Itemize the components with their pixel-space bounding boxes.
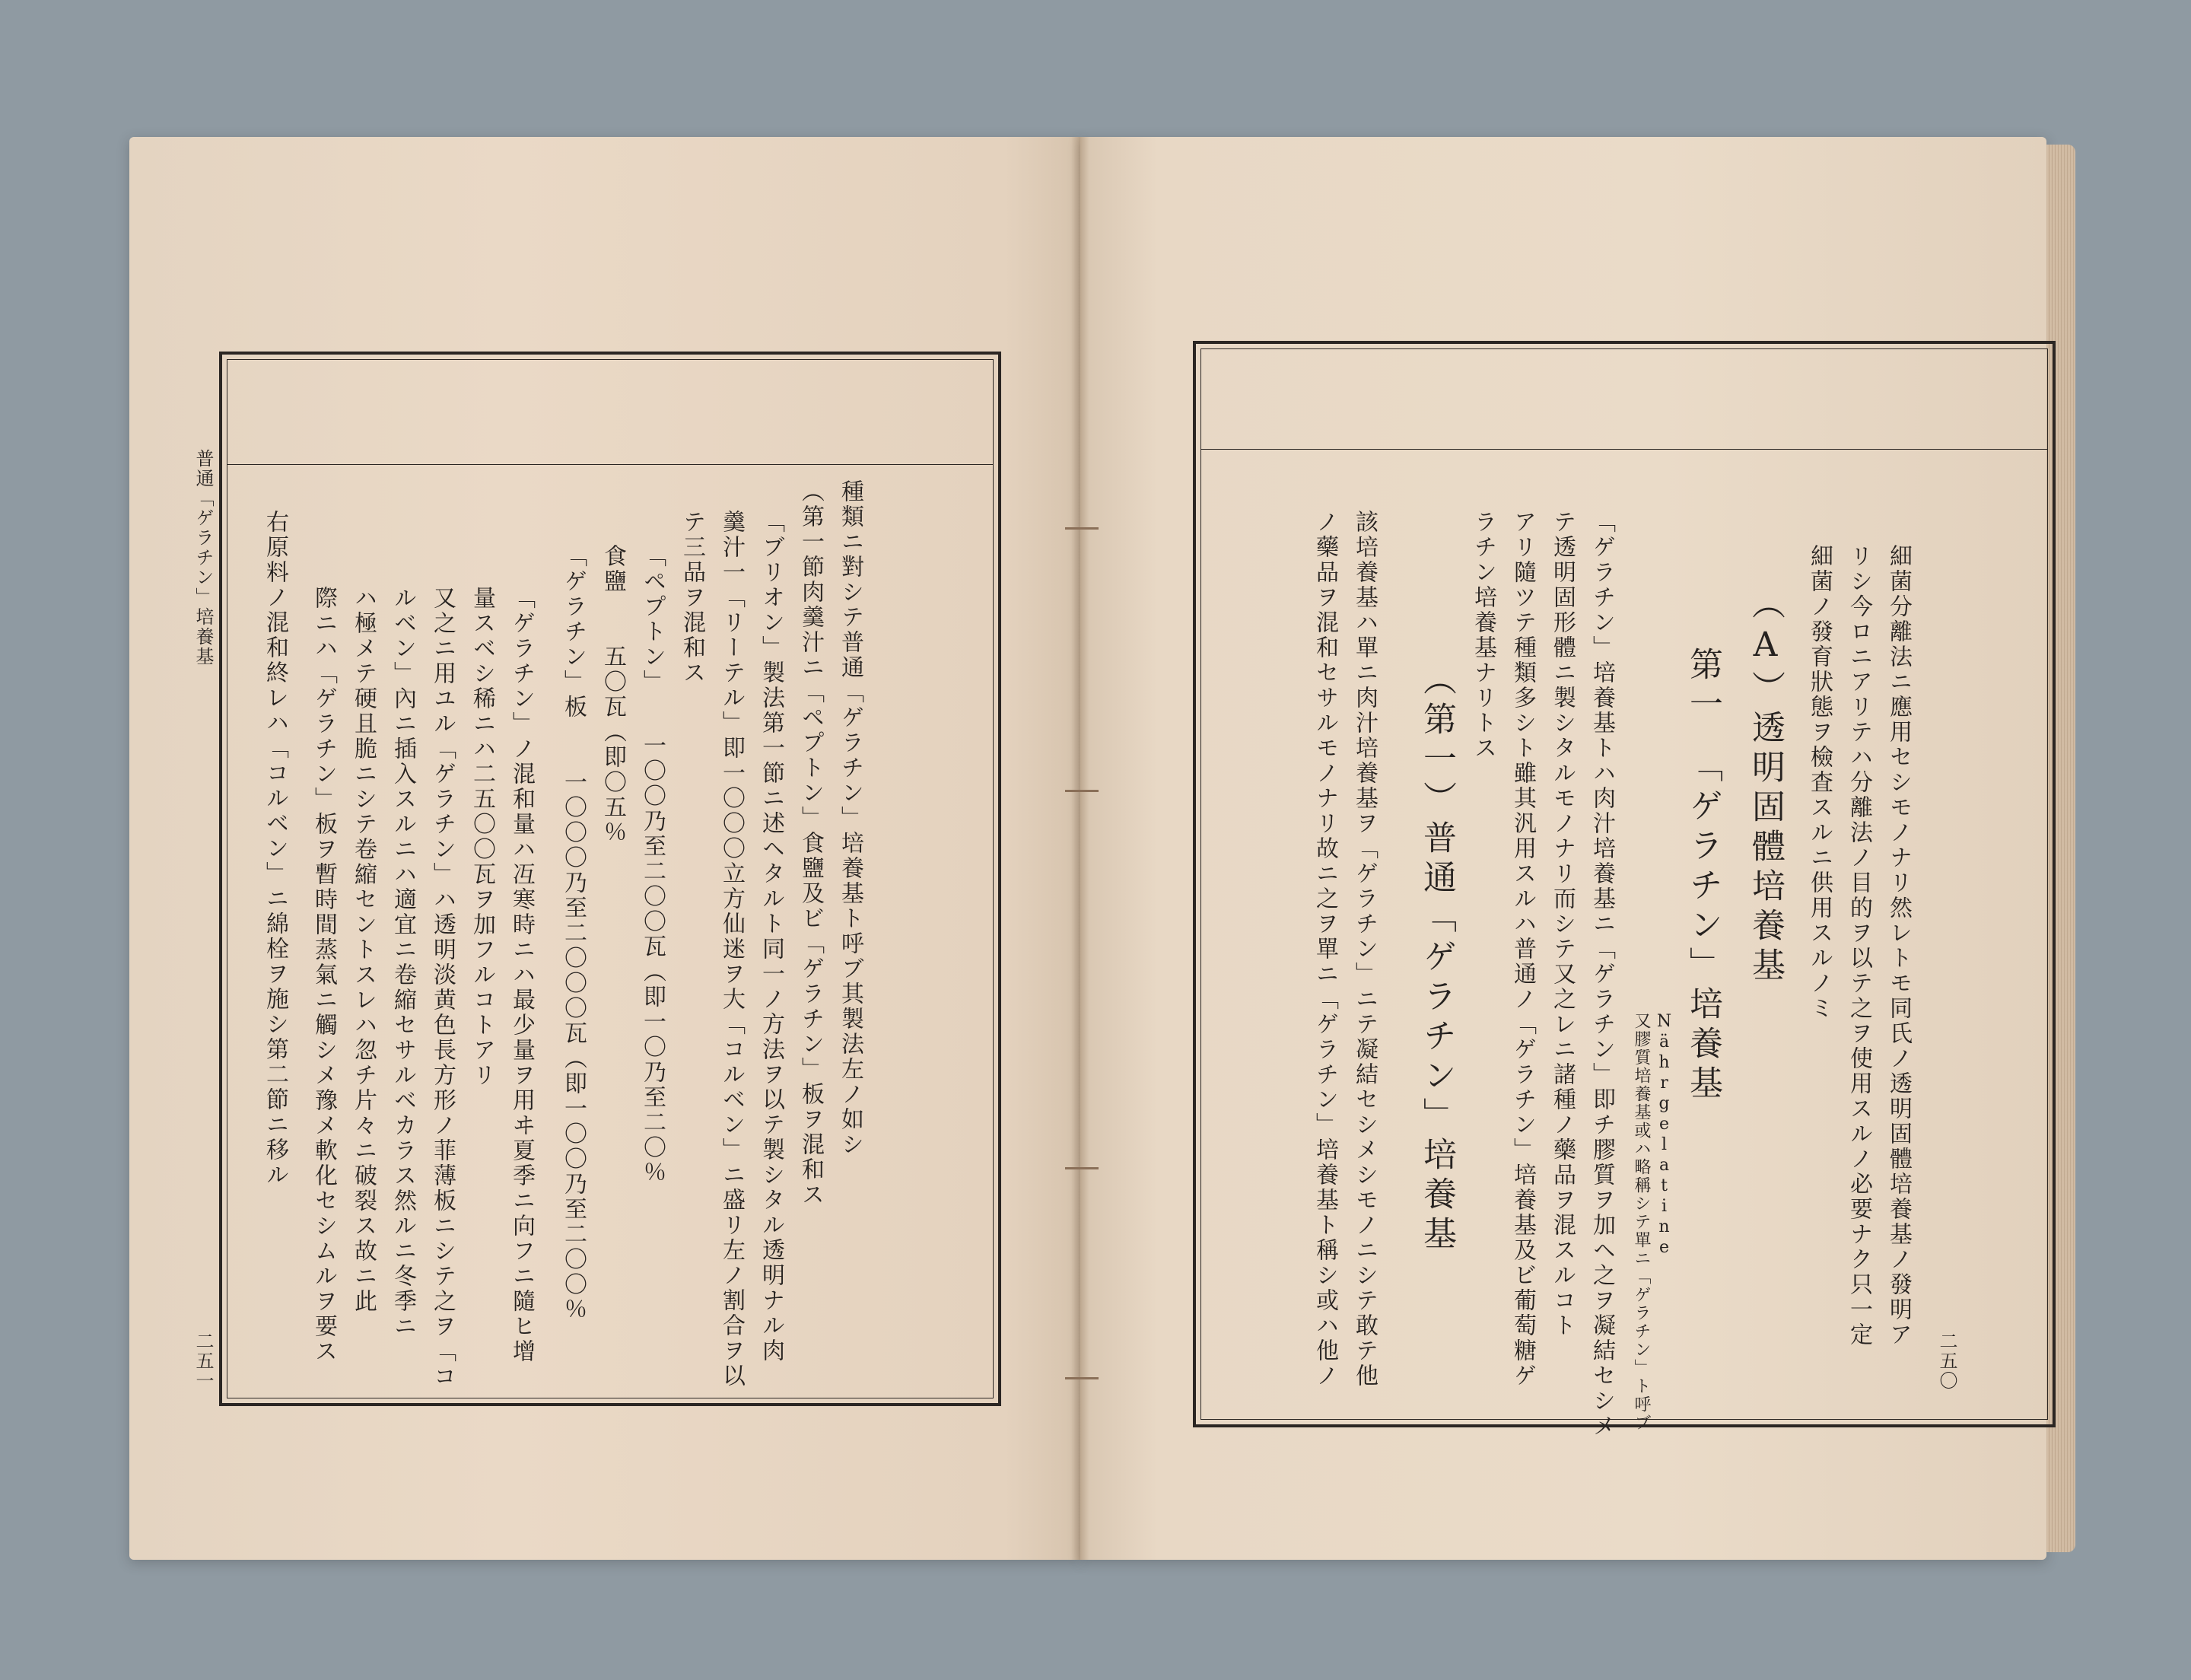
text-column: 食鹽 五〇瓦（即〇五％: [599, 544, 626, 845]
text-column: テ三品ヲ混和ス: [679, 510, 705, 686]
text-column: 量スベシ稀ニハ二五〇〇瓦ヲ加フルコトアリ: [469, 586, 495, 1088]
section-heading: （A）透明固體培養基: [1746, 586, 1785, 987]
text-column: 「ゲラチン」培養基トハ肉汁培養基ニ「ゲラチン」即チ膠質ヲ加ヘ之ヲ凝結セシメ: [1588, 510, 1615, 1439]
text-column: 羹汁一「リーテル」即一〇〇〇立方仙迷ヲ大「コルベン」ニ盛リ左ノ割合ヲ以: [718, 510, 745, 1389]
text-column: 「ゲラチン」板 一〇〇〇乃至二〇〇〇瓦（即一〇〇乃至二〇〇％: [560, 544, 587, 1322]
text-column: 又之ニ用ユル「ゲラチン」ハ透明淡黄色長方形ノ菲薄板ニシテ之ヲ「コ: [429, 586, 456, 1389]
text-column: 細菌ノ發育狀態ヲ檢査スルニ供用スルノミ: [1806, 544, 1833, 1021]
page-number: 二五一: [192, 1332, 214, 1391]
text-column: 際ニハ「ゲラチン」板ヲ暫時間蒸氣ニ觸シメ豫メ軟化セシムルヲ要ス: [310, 586, 337, 1364]
text-column: ラチン培養基ナリトス: [1470, 510, 1496, 761]
text-column: 該培養基ハ單ニ肉汁培養基ヲ「ゲラチン」ニテ凝結セシメシモノニシテ敢テ他: [1351, 510, 1378, 1389]
text-column: テ透明固形體ニ製シタルモノナリ而シテ又之レニ諸種ノ藥品ヲ混スルコト: [1549, 510, 1576, 1338]
right-header-rule: [1200, 449, 2048, 450]
binding-stitch: [1065, 790, 1099, 792]
book-gutter: [1071, 137, 1089, 1560]
text-column: （第一節肉羹汁ニ「ペプトン」食鹽及ビ「ゲラチン」板ヲ混和ス: [797, 479, 824, 1208]
binding-stitch: [1065, 527, 1099, 530]
left-header-rule: [227, 464, 994, 465]
text-column: ノ藥品ヲ混和セサルモノナリ故ニ之ヲ單ニ「ゲラチン」培養基ト稱シ或ハ他ノ: [1312, 510, 1338, 1389]
term-note: 又膠質培養基或ハ略稱シテ單ニ「ゲラチン」ト呼ブ: [1632, 1012, 1651, 1432]
open-book: [129, 129, 2077, 1567]
running-head: 普通「ゲラチン」培養基: [192, 449, 214, 667]
binding-stitch: [1065, 1377, 1099, 1379]
text-column: アリ隨ツテ種類多シト雖其汎用スルハ普通ノ「ゲラチン」培養基及ビ葡萄糖ゲ: [1509, 510, 1536, 1389]
left-inner-border: [227, 359, 994, 1398]
page-number: 二五〇: [1936, 1332, 1957, 1391]
text-column: 種類ニ對シテ普通「ゲラチン」培養基ト呼ブ其製法左ノ如シ: [837, 479, 863, 1157]
subsection-heading: 第一 「ゲラチン」培養基: [1684, 647, 1722, 1105]
binding-stitch: [1065, 1167, 1099, 1169]
text-column: リシ今ロニアリテハ分離法ノ目的ヲ以テ之ヲ使用スルノ必要ナク只一定: [1846, 544, 1872, 1348]
text-column: ルベン」內ニ插入スルニハ適宜ニ卷縮セサルベカラス然ルニ冬季ニ: [390, 586, 416, 1339]
subsection-heading: （第一）普通「ゲラチン」培養基: [1417, 662, 1456, 1255]
text-column: 「ブリオン」製法第一節ニ述ヘタルト同一ノ方法ヲ以テ製シタル透明ナル肉: [758, 510, 784, 1363]
text-column: 「ペプトン」 一〇〇乃至二〇〇瓦（即一〇乃至二〇％: [639, 544, 666, 1185]
text-column: 右原料ノ混和終レハ「コルベン」ニ綿栓ヲ施シ第二節ニ移ル: [262, 510, 288, 1188]
text-column: 「ゲラチン」ノ混和量ハ冱寒時ニハ最少量ヲ用ヰ夏季ニ向フニ隨ヒ增: [508, 586, 535, 1364]
text-column: 細菌分離法ニ應用セシモノナリ然レトモ同氏ノ透明固體培養基ノ發明ア: [1885, 544, 1912, 1348]
latin-term: Nährgelatine: [1655, 1012, 1674, 1258]
text-column: ハ極メテ硬且脆ニシテ卷縮セントスレハ忽チ片々ニ破裂ス故ニ此: [350, 586, 377, 1314]
